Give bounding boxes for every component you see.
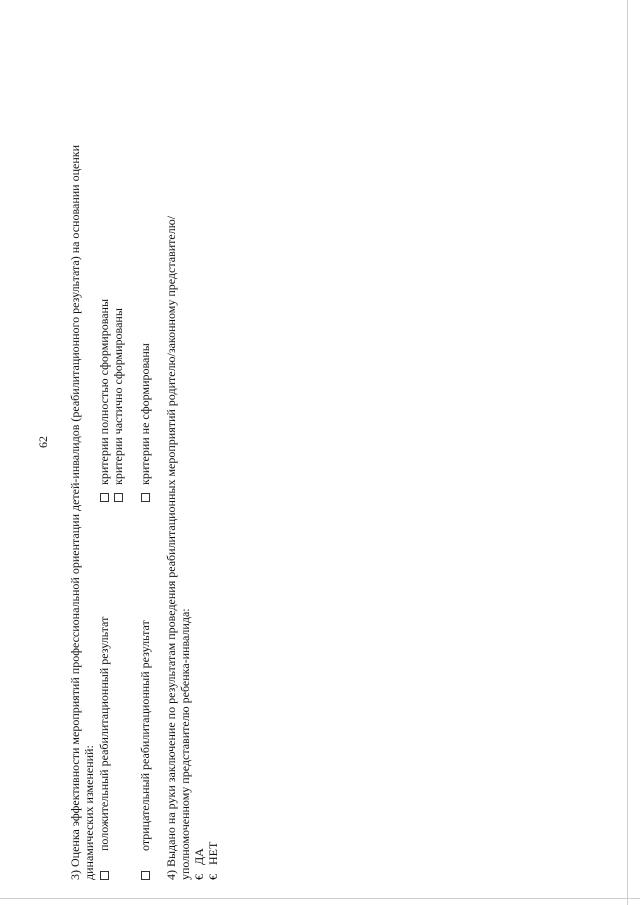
q3-heading-line1: 3) Оценка эффективности мероприятий профессиональной ориентации детей-инвалидов (реабилитационного результата) на основании оценки (68, 144, 82, 880)
criteria-partial-checkbox[interactable] (114, 493, 123, 502)
criteria-full-label: критерии полностью сформированы (97, 298, 111, 485)
negative-result-row (138, 620, 152, 880)
rotated-content (36, 30, 260, 880)
positive-result-row (97, 617, 111, 880)
criteria-none-checkbox[interactable] (141, 493, 150, 502)
criteria-partial-row (111, 308, 125, 502)
q4-option-yes[interactable] (192, 848, 206, 880)
page-number: 62 (36, 436, 50, 448)
criteria-none-row (138, 343, 152, 502)
q4-option-no[interactable] (206, 842, 220, 880)
yes-option-label: ДА (192, 848, 206, 865)
criteria-partial-label: критерии частично сформированы (111, 308, 125, 485)
q4-heading-line1: 4) Выдано на руки заключение по результатам проведения реабилитационных мероприятий родителю/законному представителю/ (164, 215, 178, 880)
q4-heading-line2: уполномоченному представителю ребенка-инвалида: (178, 608, 192, 880)
q3-heading-line2: динамических изменений: (82, 745, 96, 880)
positive-result-label: положительный реабилитационный результат (97, 616, 111, 851)
positive-result-checkbox[interactable] (100, 871, 109, 880)
negative-result-label: отрицательный реабилитационный результат (138, 620, 152, 851)
criteria-full-row (97, 299, 111, 502)
negative-result-checkbox[interactable] (141, 871, 150, 880)
yes-option-mark: € (192, 874, 206, 880)
no-option-mark: € (206, 874, 220, 880)
page-edge-right (627, 0, 628, 905)
criteria-full-checkbox[interactable] (100, 493, 109, 502)
no-option-label: НЕТ (206, 841, 220, 865)
criteria-none-label: критерии не сформированы (138, 343, 152, 485)
page-edge-bottom (0, 898, 640, 899)
